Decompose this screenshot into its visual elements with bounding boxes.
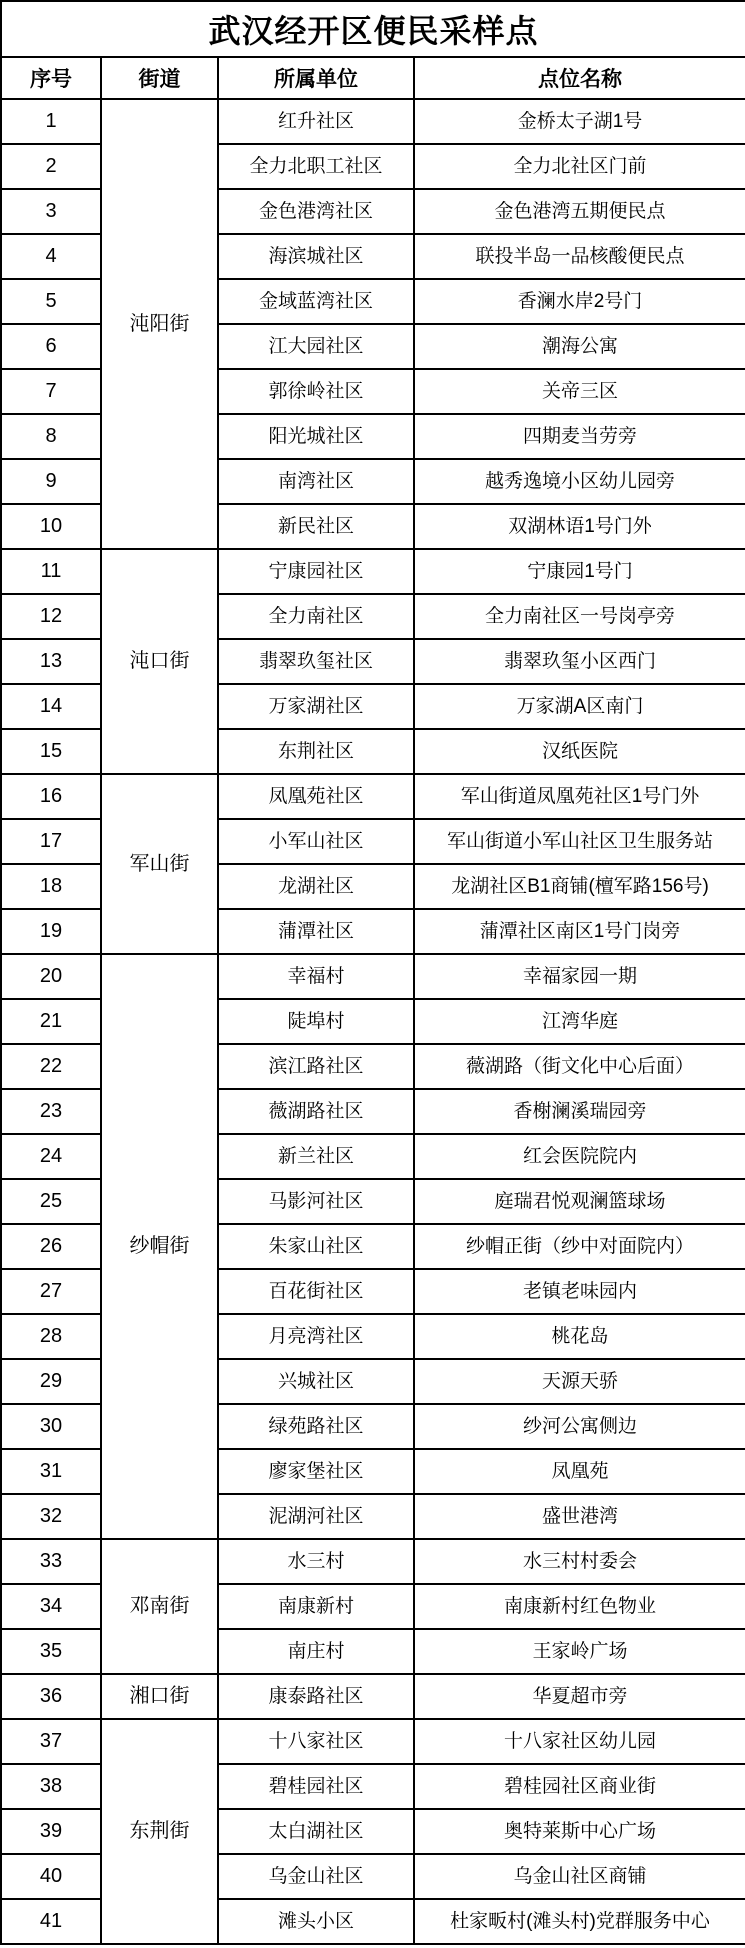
unit-cell: 龙湖社区: [218, 864, 414, 909]
point-cell: 双湖林语1号门外: [414, 504, 745, 549]
row-index: 33: [1, 1539, 101, 1584]
page-title: 武汉经开区便民采样点: [1, 1, 745, 57]
row-index: 25: [1, 1179, 101, 1224]
unit-cell: 陡埠村: [218, 999, 414, 1044]
point-cell: 乌金山社区商铺: [414, 1854, 745, 1899]
point-cell: 联投半岛一品核酸便民点: [414, 234, 745, 279]
table-row: [1, 99, 745, 144]
street-cell: 东荆街: [101, 1719, 218, 1944]
unit-cell: 红升社区: [218, 99, 414, 144]
point-cell: 纱河公寓侧边: [414, 1404, 745, 1449]
street-cell: 纱帽街: [101, 954, 218, 1539]
table-row: [1, 1719, 745, 1764]
unit-cell: 廖家堡社区: [218, 1449, 414, 1494]
unit-cell: 南湾社区: [218, 459, 414, 504]
unit-cell: 宁康园社区: [218, 549, 414, 594]
row-index: 40: [1, 1854, 101, 1899]
unit-cell: 兴城社区: [218, 1359, 414, 1404]
column-header-1: 街道: [101, 57, 218, 99]
unit-cell: 太白湖社区: [218, 1809, 414, 1854]
row-index: 27: [1, 1269, 101, 1314]
row-index: 41: [1, 1899, 101, 1944]
unit-cell: 滩头小区: [218, 1899, 414, 1944]
point-cell: 江湾华庭: [414, 999, 745, 1044]
title-row: [1, 1, 745, 57]
point-cell: 龙湖社区B1商铺(檀军路156号): [414, 864, 745, 909]
point-cell: 红会医院院内: [414, 1134, 745, 1179]
row-index: 26: [1, 1224, 101, 1269]
table-row: [1, 954, 745, 999]
row-index: 16: [1, 774, 101, 819]
unit-cell: 新民社区: [218, 504, 414, 549]
unit-cell: 绿苑路社区: [218, 1404, 414, 1449]
row-index: 34: [1, 1584, 101, 1629]
row-index: 28: [1, 1314, 101, 1359]
point-cell: 香榭澜溪瑞园旁: [414, 1089, 745, 1134]
table-row: [1, 1539, 745, 1584]
row-index: 21: [1, 999, 101, 1044]
point-cell: 桃花岛: [414, 1314, 745, 1359]
point-cell: 老镇老味园内: [414, 1269, 745, 1314]
row-index: 3: [1, 189, 101, 234]
row-index: 12: [1, 594, 101, 639]
unit-cell: 金域蓝湾社区: [218, 279, 414, 324]
table-body: [1, 99, 745, 1944]
row-index: 23: [1, 1089, 101, 1134]
row-index: 1: [1, 99, 101, 144]
unit-cell: 新兰社区: [218, 1134, 414, 1179]
column-header-3: 点位名称: [414, 57, 745, 99]
unit-cell: 月亮湾社区: [218, 1314, 414, 1359]
unit-cell: 蒲潭社区: [218, 909, 414, 954]
unit-cell: 郭徐岭社区: [218, 369, 414, 414]
point-cell: 翡翠玖玺小区西门: [414, 639, 745, 684]
point-cell: 杜家畈村(滩头村)党群服务中心: [414, 1899, 745, 1944]
row-index: 11: [1, 549, 101, 594]
row-index: 22: [1, 1044, 101, 1089]
unit-cell: 东荆社区: [218, 729, 414, 774]
unit-cell: 朱家山社区: [218, 1224, 414, 1269]
point-cell: 纱帽正街（纱中对面院内）: [414, 1224, 745, 1269]
point-cell: 华夏超市旁: [414, 1674, 745, 1719]
point-cell: 军山街道小军山社区卫生服务站: [414, 819, 745, 864]
unit-cell: 金色港湾社区: [218, 189, 414, 234]
point-cell: 潮海公寓: [414, 324, 745, 369]
unit-cell: 小军山社区: [218, 819, 414, 864]
point-cell: 军山街道凤凰苑社区1号门外: [414, 774, 745, 819]
street-cell: 沌口街: [101, 549, 218, 774]
unit-cell: 水三村: [218, 1539, 414, 1584]
unit-cell: 百花街社区: [218, 1269, 414, 1314]
unit-cell: 薇湖路社区: [218, 1089, 414, 1134]
street-cell: 沌阳街: [101, 99, 218, 549]
unit-cell: 全力南社区: [218, 594, 414, 639]
row-index: 2: [1, 144, 101, 189]
point-cell: 薇湖路（街文化中心后面）: [414, 1044, 745, 1089]
unit-cell: 海滨城社区: [218, 234, 414, 279]
point-cell: 十八家社区幼儿园: [414, 1719, 745, 1764]
row-index: 10: [1, 504, 101, 549]
point-cell: 宁康园1号门: [414, 549, 745, 594]
unit-cell: 幸福村: [218, 954, 414, 999]
row-index: 14: [1, 684, 101, 729]
unit-cell: 乌金山社区: [218, 1854, 414, 1899]
unit-cell: 南庄村: [218, 1629, 414, 1674]
row-index: 6: [1, 324, 101, 369]
row-index: 39: [1, 1809, 101, 1854]
point-cell: 盛世港湾: [414, 1494, 745, 1539]
row-index: 20: [1, 954, 101, 999]
table-row: [1, 774, 745, 819]
row-index: 9: [1, 459, 101, 504]
unit-cell: 泥湖河社区: [218, 1494, 414, 1539]
row-index: 15: [1, 729, 101, 774]
row-index: 30: [1, 1404, 101, 1449]
row-index: 5: [1, 279, 101, 324]
table-row: [1, 549, 745, 594]
row-index: 29: [1, 1359, 101, 1404]
row-index: 17: [1, 819, 101, 864]
street-cell: 湘口街: [101, 1674, 218, 1719]
row-index: 8: [1, 414, 101, 459]
row-index: 13: [1, 639, 101, 684]
row-index: 32: [1, 1494, 101, 1539]
unit-cell: 万家湖社区: [218, 684, 414, 729]
point-cell: 碧桂园社区商业街: [414, 1764, 745, 1809]
row-index: 31: [1, 1449, 101, 1494]
point-cell: 全力北社区门前: [414, 144, 745, 189]
street-cell: 军山街: [101, 774, 218, 954]
column-header-2: 所属单位: [218, 57, 414, 99]
row-index: 24: [1, 1134, 101, 1179]
unit-cell: 十八家社区: [218, 1719, 414, 1764]
street-cell: 邓南街: [101, 1539, 218, 1674]
point-cell: 万家湖A区南门: [414, 684, 745, 729]
column-header-0: 序号: [1, 57, 101, 99]
point-cell: 蒲潭社区南区1号门岗旁: [414, 909, 745, 954]
point-cell: 香澜水岸2号门: [414, 279, 745, 324]
point-cell: 金桥太子湖1号: [414, 99, 745, 144]
unit-cell: 阳光城社区: [218, 414, 414, 459]
point-cell: 关帝三区: [414, 369, 745, 414]
point-cell: 越秀逸境小区幼儿园旁: [414, 459, 745, 504]
point-cell: 天源天骄: [414, 1359, 745, 1404]
point-cell: 凤凰苑: [414, 1449, 745, 1494]
point-cell: 金色港湾五期便民点: [414, 189, 745, 234]
point-cell: 庭瑞君悦观澜篮球场: [414, 1179, 745, 1224]
row-index: 37: [1, 1719, 101, 1764]
point-cell: 南康新村红色物业: [414, 1584, 745, 1629]
row-index: 4: [1, 234, 101, 279]
unit-cell: 南康新村: [218, 1584, 414, 1629]
point-cell: 全力南社区一号岗亭旁: [414, 594, 745, 639]
unit-cell: 滨江路社区: [218, 1044, 414, 1089]
unit-cell: 全力北职工社区: [218, 144, 414, 189]
unit-cell: 凤凰苑社区: [218, 774, 414, 819]
row-index: 35: [1, 1629, 101, 1674]
point-cell: 四期麦当劳旁: [414, 414, 745, 459]
point-cell: 水三村村委会: [414, 1539, 745, 1584]
row-index: 36: [1, 1674, 101, 1719]
row-index: 7: [1, 369, 101, 414]
column-header-row: [1, 57, 745, 99]
point-cell: 王家岭广场: [414, 1629, 745, 1674]
point-cell: 奥特莱斯中心广场: [414, 1809, 745, 1854]
unit-cell: 康泰路社区: [218, 1674, 414, 1719]
unit-cell: 碧桂园社区: [218, 1764, 414, 1809]
row-index: 18: [1, 864, 101, 909]
table-row: [1, 1674, 745, 1719]
unit-cell: 翡翠玖玺社区: [218, 639, 414, 684]
unit-cell: 马影河社区: [218, 1179, 414, 1224]
point-cell: 幸福家园一期: [414, 954, 745, 999]
unit-cell: 江大园社区: [218, 324, 414, 369]
row-index: 19: [1, 909, 101, 954]
row-index: 38: [1, 1764, 101, 1809]
point-cell: 汉纸医院: [414, 729, 745, 774]
